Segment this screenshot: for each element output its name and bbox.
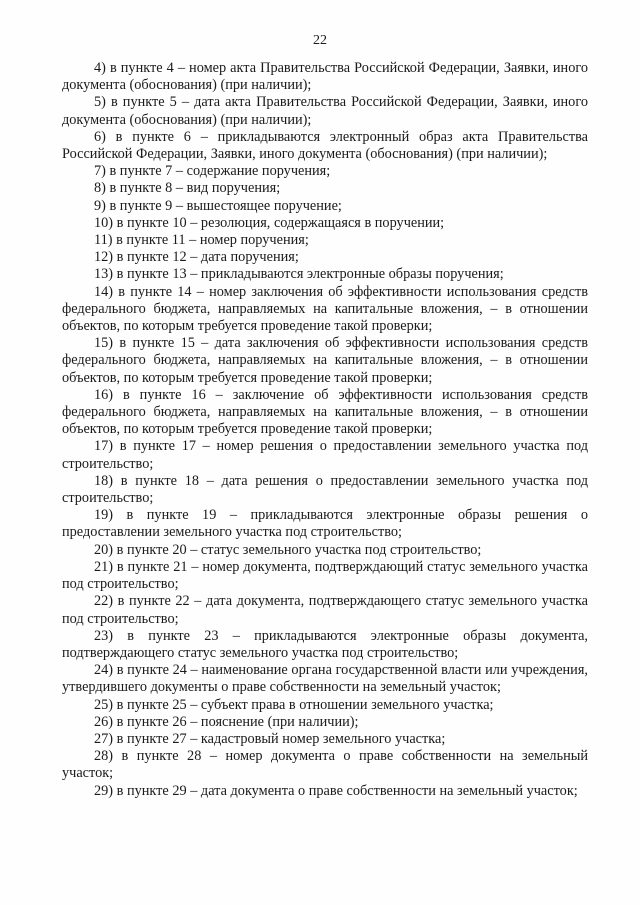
list-item: 11) в пункте 11 – номер поручения; <box>94 232 309 249</box>
list-item: 21) в пункте 21 – номер документа, подтверждающий статус земельного участка под строительство; <box>62 558 588 593</box>
list-item: 23) в пункте 23 – прикладываются электронные образы документа, подтверждающего статус земельного участка под строительство; <box>62 627 588 661</box>
list-item: 29) в пункте 29 – дата документа о праве собственности на земельный участок; <box>94 782 578 799</box>
list-item: 19) в пункте 19 – прикладываются электронные образы решения о предоставлении земельного участка под строительство; <box>62 507 588 541</box>
list-item: 27) в пункте 27 – кадастровый номер земельного участка; <box>94 730 446 747</box>
list-item: 25) в пункте 25 – субъект права в отношении земельного участка; <box>94 696 494 713</box>
page-number: 22 <box>313 33 327 48</box>
list-item: 20) в пункте 20 – статус земельного участка под строительство; <box>94 541 482 558</box>
list-item: 9) в пункте 9 – вышестоящее поручение; <box>94 197 342 214</box>
list-item: 15) в пункте 15 – дата заключения об эффективности использования средств федерального бюджета, направляемых на капитальные вложения, – в отношении объектов, по которым требуется проведение такой проверки; <box>62 335 588 386</box>
list-item: 8) в пункте 8 – вид поручения; <box>94 180 281 197</box>
list-item: 4) в пункте 4 – номер акта Правительства Российской Федерации, Заявки, иного документа (обоснования) (при наличии); <box>62 60 588 94</box>
document-body <box>62 60 588 800</box>
list-item: 18) в пункте 18 – дата решения о предоставлении земельного участка под строительство; <box>62 472 588 507</box>
list-item: 26) в пункте 26 – пояснение (при наличии); <box>94 713 359 730</box>
list-item: 6) в пункте 6 – прикладываются электронный образ акта Правительства Российской Федерации, Заявки, иного документа (обоснования) (при наличии); <box>62 128 588 163</box>
list-item: 16) в пункте 16 – заключение об эффективности использования средств федерального бюджета, направляемых на капитальные вложения, – в отношении объектов, по которым требуется проведение такой проверки; <box>62 386 588 438</box>
list-item: 17) в пункте 17 – номер решения о предоставлении земельного участка под строительство; <box>62 438 588 472</box>
list-item: 14) в пункте 14 – номер заключения об эффективности использования средств федерального бюджета, направляемых на капитальные вложения, – в отношении объектов, по которым требуется проведение такой проверки; <box>62 283 588 335</box>
list-item: 28) в пункте 28 – номер документа о праве собственности на земельный участок; <box>62 748 588 782</box>
list-item: 12) в пункте 12 – дата поручения; <box>94 249 299 266</box>
list-item: 7) в пункте 7 – содержание поручения; <box>94 163 331 180</box>
list-item: 5) в пункте 5 – дата акта Правительства Российской Федерации, Заявки, иного документа (обоснования) (при наличии); <box>62 94 588 128</box>
list-item: 24) в пункте 24 – наименование органа государственной власти или учреждения, утвердившего документы о праве собственности на земельный участок; <box>62 662 588 696</box>
list-item: 13) в пункте 13 – прикладываются электронные образы поручения; <box>94 266 504 283</box>
list-item: 22) в пункте 22 – дата документа, подтверждающего статус земельного участка под строительство; <box>62 593 588 627</box>
list-item: 10) в пункте 10 – резолюция, содержащаяся в поручении; <box>94 214 445 231</box>
